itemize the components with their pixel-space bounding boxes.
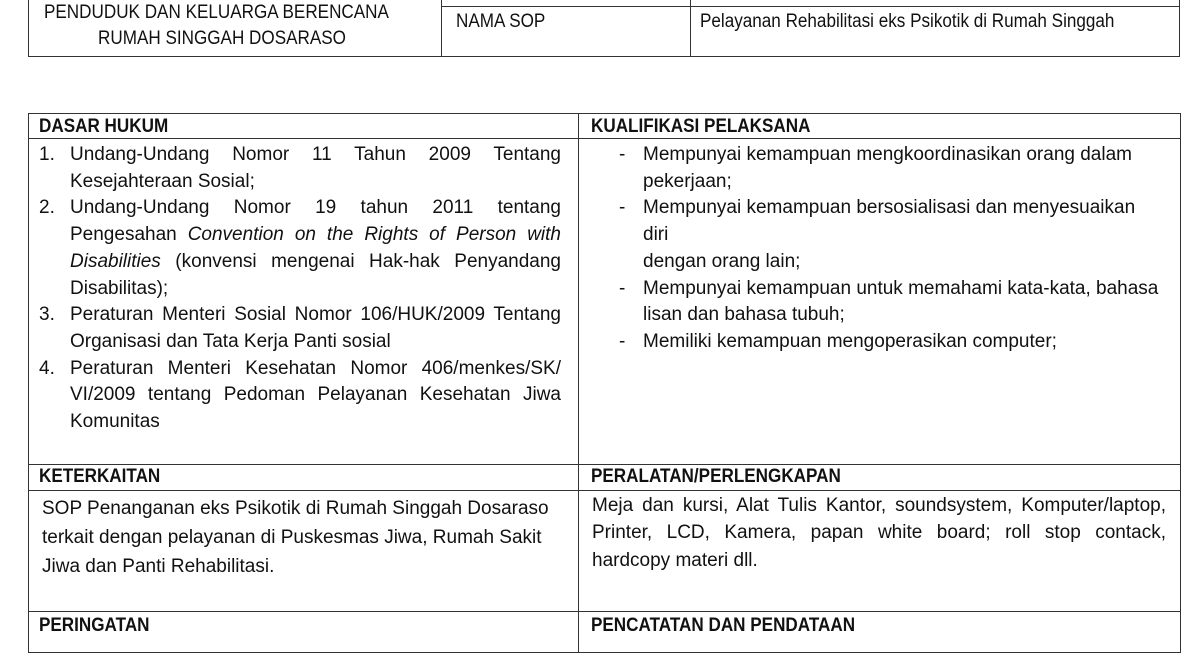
keterkaitan-text: SOP Penanganan eks Psikotik di Rumah Singgah Dosaraso terkait dengan pelayanan di Puskesmas Jiwa, Rumah Sakit Jiwa dan Panti Rehabilitasi. [42,498,549,577]
peralatan-heading: PERALATAN/PERLENGKAPAN [591,466,841,487]
org-name-line2: RUMAH SINGGAH DOSARASO [97,28,346,49]
peringatan-heading: PERINGATAN [39,615,150,636]
list-item: 4. Peraturan Menteri Kesehatan Nomor 406/menkes/SK/ VI/2009 tentang Pedoman Pelayanan Kesehatan Jiwa Komunitas [39,357,561,433]
sop-label-cell [442,0,691,56]
dasar-hukum-list [39,142,561,436]
sop-value-cell [691,0,1179,56]
kualifikasi-heading: KUALIFIKASI PELAKSANA [591,116,811,137]
org-name-cell [29,0,442,56]
row-divider [29,464,1180,465]
sop-name-value: Pelayanan Rehabilitasi eks Psikotik di Rumah Singgah [700,11,1115,32]
dasar-hukum-heading: DASAR HUKUM [39,116,169,137]
kualifikasi-list [609,142,1164,356]
list-item: - Mempunyai kemampuan untuk memahami kata-kata, bahasa lisan dan bahasa tubuh; [619,277,1159,326]
row-divider [29,611,1180,612]
peralatan-text: Meja dan kursi, Alat Tulis Kantor, soundsystem, Komputer/laptop, Printer, LCD, Kamera, papan white board; roll stop contack, hardcopy materi dll. [592,495,1166,571]
list-item: 2. Undang-Undang Nomor 19 tahun 2011 tentang Pengesahan Convention on the Rights of Person with Disabilities (konvensi mengenai Hak-hak Penyandang Disabilitas); [39,197,561,299]
row-divider [29,138,1180,139]
column-divider [578,114,579,652]
list-item: - Mempunyai kemampuan bersosialisasi dan menyesuaikan diri dengan orang lain; [619,197,1136,272]
sop-detail-table [28,113,1181,653]
sop-name-label: NAMA SOP [456,11,546,32]
list-item: - Memiliki kemampuan mengoperasikan computer; [619,330,1057,352]
pencatatan-heading: PENCATATAN DAN PENDATAAN [591,615,856,636]
list-item: 3. Peraturan Menteri Sosial Nomor 106/HUK/2009 Tentang Organisasi dan Tata Kerja Panti sosial [39,304,561,352]
header-table [28,0,1180,57]
keterkaitan-heading: KETERKAITAN [39,466,161,487]
list-item: - Mempunyai kemampuan mengkoordinasikan orang dalam pekerjaan; [619,144,1132,192]
org-name-line1: PENDUDUK DAN KELUARGA BERENCANA [43,2,389,23]
row-divider [29,490,1180,491]
list-item: 1. Undang-Undang Nomor 11 Tahun 2009 Tentang Kesejahteraan Sosial; [39,144,561,192]
